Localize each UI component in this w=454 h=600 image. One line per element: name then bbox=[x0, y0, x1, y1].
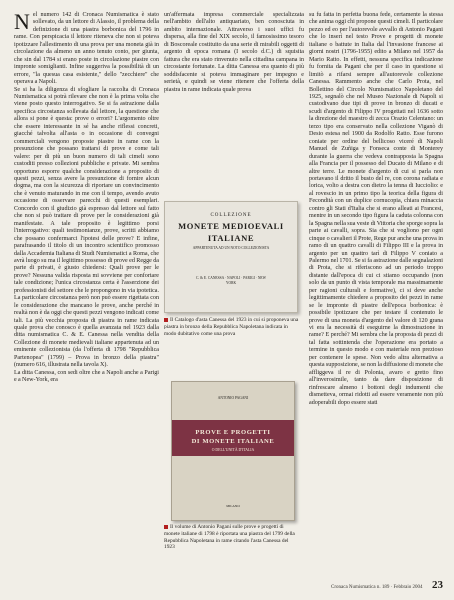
caption-2-text: Il volume di Antonio Pagani sulle prove e progetti di monete italiane di 1798 è riportata una piastra del 1799 della Repubblica Napoletana in rame citando l'asta Canessa del 1923 bbox=[164, 524, 295, 551]
caption-1-text: Il Catalogo d'asta Canessa del 1923 in cui si proponeva una piastra in bronzo della Repubblica Napoletana indicata in modo dubitativo come una prova bbox=[164, 317, 299, 337]
cover-city: MILANO bbox=[226, 504, 240, 508]
paragraph-3: La ditta Canessa, con sedi oltre che a Napoli anche a Parigi e a New-York, era bbox=[14, 369, 159, 384]
cover-subtitle: APPARTENUTA AD UN NOTO COLLEZIONISTA bbox=[192, 246, 270, 250]
page-number: 23 bbox=[432, 579, 443, 591]
book-cover-image bbox=[171, 381, 295, 521]
square-bullet-icon bbox=[164, 318, 168, 322]
text-column-left bbox=[14, 9, 159, 385]
caption-1 bbox=[164, 317, 299, 337]
cover-title-line: ITALIANE bbox=[207, 233, 255, 243]
text-column-right bbox=[309, 12, 443, 407]
text-column-middle bbox=[164, 12, 304, 94]
cover-title-line: MONETE MEDIOEVALI bbox=[178, 221, 284, 231]
cover-title-line: DI MONETE ITALIANE bbox=[191, 438, 275, 445]
paragraph-middle: un'affermata impresa commerciale specializzata nell'ambito dell'alto antiquariato, ben conosciuta in ambito internazionale. Attraverso i suoi uffici fu dispersa, alla fine del XIX secolo, il famosissimo tesoro di Boscoreale costituito da una serie di mirabili oggetti di argento di epoca romana (I secolo d.C.) di squisita fattura che era stato rinvenuto nella cittadina campana in circostante fortunate. La ditta Canessa era quanto di più soddisfacente si poteva immaginare per impegno e serietà, e quindi se viene ritenere che l'offerta della piastra in rame indicata quale prova bbox=[164, 12, 304, 93]
cover-title-line: COLLEZIONE bbox=[210, 213, 252, 218]
square-bullet-icon bbox=[164, 525, 168, 529]
cover-title-line: PROVE E PROGETTI bbox=[195, 429, 271, 436]
paragraph-right: su fu fatta in perfetta buona fede, certamente la stessa che anima oggi chi propone questi cimeli. Il particolare pezzo ed eo per l'autorevole avvallo di Antonio Pagani che lo inserì nel testo Prove e progetti di monete italiane o battute in Italia dal l'invasione francese ai giorni nostri (1796-1955) edito a Milano nel 1957 da Mario Ratto. In effetti, nessuna specifica indicazione fu fornita da Pagani che per il caso in questione si limitò a rifarsi sempre all'autorevole collezione Canessa. Rammento anche che Carlo Prota, nel Bollettino del Circolo Numismatico Napoletano del 1925, segnalò che nel Museo Nazionale di Napoli si custodivano due tipi di prove in bronzo di ducati e scudi d'argento di Filippo IV progettati nel 1636 sotto la direzione del maestro di zecca Orazio Celentano: un terzo tipo era conservato nella collezione Viganò di Desio estesa nel 1900 da Rodolfo Ratto. Esse furono coniate per ordine del bellicoso viceré di Napoli Manuel de Zuñiga y Fonseca conte di Monterey durante la guerra che vedeva contrapposta la Spagna alla Francia per il possesso del Ducato di Milano e di altre terre. Le monete d'argento di cui si parla non portavano il dritto il busto del re, con corona radiata e lorica, volto a destra con dietro la tenna di Iucciolio: e al rovescio in un primo tipo la teorica della figura di Fecondità con un duplice cornucopia, chiara minaccia contro gli Stati d'Italia che si erano alleati ai Francesi, mentre in un secondo tipo figura la caduta colonna con la Spagna nella sua veste di Vittoria che sporge sopra la parte ai cavalli, sopra. Sia che si vogliono per ogni cinque o cavalieri il Prote, Rege pur anche una prova in ramo di un quattro cavalli di Filippo III e la prova in argento per un quattro tarì di Filippo V coniato a Palermo nel 1701. Se si fa astrazione dalle segnalazioni di Prota, che si riferiscono ad un periodo troppo distante dall'epoca di cui ci stiamo occupando (non solo da un punto di vista temporale ma massimamente per ragioni culturali e formative), ci si deve anche legittimamente chiedere a proposito dei pezzi in rame se le impronte di piastre dell'epoca borbonica: è possibile ipotizzare che per testare il contenuto le prove di una moneta d'argento del valore di 120 grana vi era la necessità di eseguirne la dimostrazione in rame? E perché? Mi sembra che la proposta di pezzi di tal fatta sottintenda che l'operazione era portato a termine in questo modo e con materiale non prezioso per contenere le spese. Non vedo altra alternativa a questa supposizione, se non la diffusione di monete che affliggeva il re di Polonia, avaro e gretto fino all'inverosimile, tanto da dare disposizione di rinfrescare almeno i bottoni degli indumenti che dismetteva, ormai ridotti ad essere veramente non più adoperabili dopo essere stati bbox=[309, 12, 443, 406]
paragraph-2: Se si ha la diligenza di sfogliare la raccolta di Cronaca Numismatica si potrà rilevare che non è la prima volta che viene posto questo interrogativo. Se si fa astrazione dalla specifica circostanza sollevata dal lettore, la questione che allora si pone è questa: prove o errori? L'argomento oltre che essere interessante in sé ha anche riflessi concreti, giacché talvolta all'asta o in occasione di convegni commerciali vengono proposte piastre in rame con la presunzione che possano trattarsi di prove e come tali valere: per di più un buon numero di tali cimeli sono custoditi presso collezioni pubbliche e private. Mi sembra opportuno esporre qualche considerazione a proposito di questi pezzi, senza avere la presunzione di fornire alcun dogma, ma con la sicurezza di riportare un convincimento che è venuto maturando in me con il tempo, avendo avuto occasione di osservare parecchi di questi esemplari. Concordo con il giudizio già espresso dal lettore sul fatto che non si può trattare di prove per le considerazioni già manifestate. A tale proposito è legittimo porsi l'interrogativo: quali testimonianze, prove, scritti abbiamo che possano confermarci l'ipotesi delle prove? E infine, parafrasando il titolo di un incontro scientifico promosso dalla Accademia Italiana di Studi Numismatici a Roma, che avrà luogo su ma il legittimo possesso di prove ed Regge da parte di privati, è giusto chiedersi: Quali prove per le prove? Nessuna valida risposta mi sovviene per confortare tale condizione; l'unica circostanza certa è l'asserzione dei professionisti del settore che le propongono in via ipotetica. La particolare circostanza però non può essere rigettata con le considerazione che mancano le prove, anche perché in realtà non è da oggi che questi pezzi vengono indicati come tali. La più vecchia proposta di piastra in rame indicata quale prova che conosco è quella avanzata nel 1923 dalla ditta numismatica C. & E. Canessa nella vendita della Collezione di monete medievali italiane appartenuta ad un eminente collezionista (da l'offerta di 1798 "Repubblica Partenopea" (1799) – Prova in bronzo della piastra" (numero 616, illustrata nella tavola X). bbox=[14, 86, 159, 369]
cover-author: ANTONIO PAGANI bbox=[217, 396, 249, 400]
cover-title-line: O DELL'UNITÀ D'ITALIA bbox=[211, 448, 255, 452]
drop-cap: N bbox=[14, 9, 30, 34]
paragraph-1: el numero 142 di Cronaca Numismatica è stato sollevato, da un lettore di Alassio, il problema della definizione di una piastra borbonica del 1796 in rame. Con perspicacia il lettore riteneva che non si poteva ipotizzare l'allestimento di una prova per una moneta già in circolazione da almeno un anno tenuto conto, per giunta, che sin dal 1784 si erano poste in circolazione piastre con impronte somiglianti. Infine suggeriva la possibilità di un errore, "la quesua casa esistente," dello "zecchiere" che operava a Napoli. bbox=[14, 12, 159, 86]
caption-2 bbox=[164, 524, 299, 551]
cover-publisher: C. & E. CANESSA · NAPOLI · PARIGI · NEW YORK bbox=[195, 276, 267, 285]
journal-footer: Cronaca Numismatica n. 189 · Febbraio 2004 bbox=[331, 585, 423, 590]
catalog-cover-image bbox=[164, 201, 298, 313]
